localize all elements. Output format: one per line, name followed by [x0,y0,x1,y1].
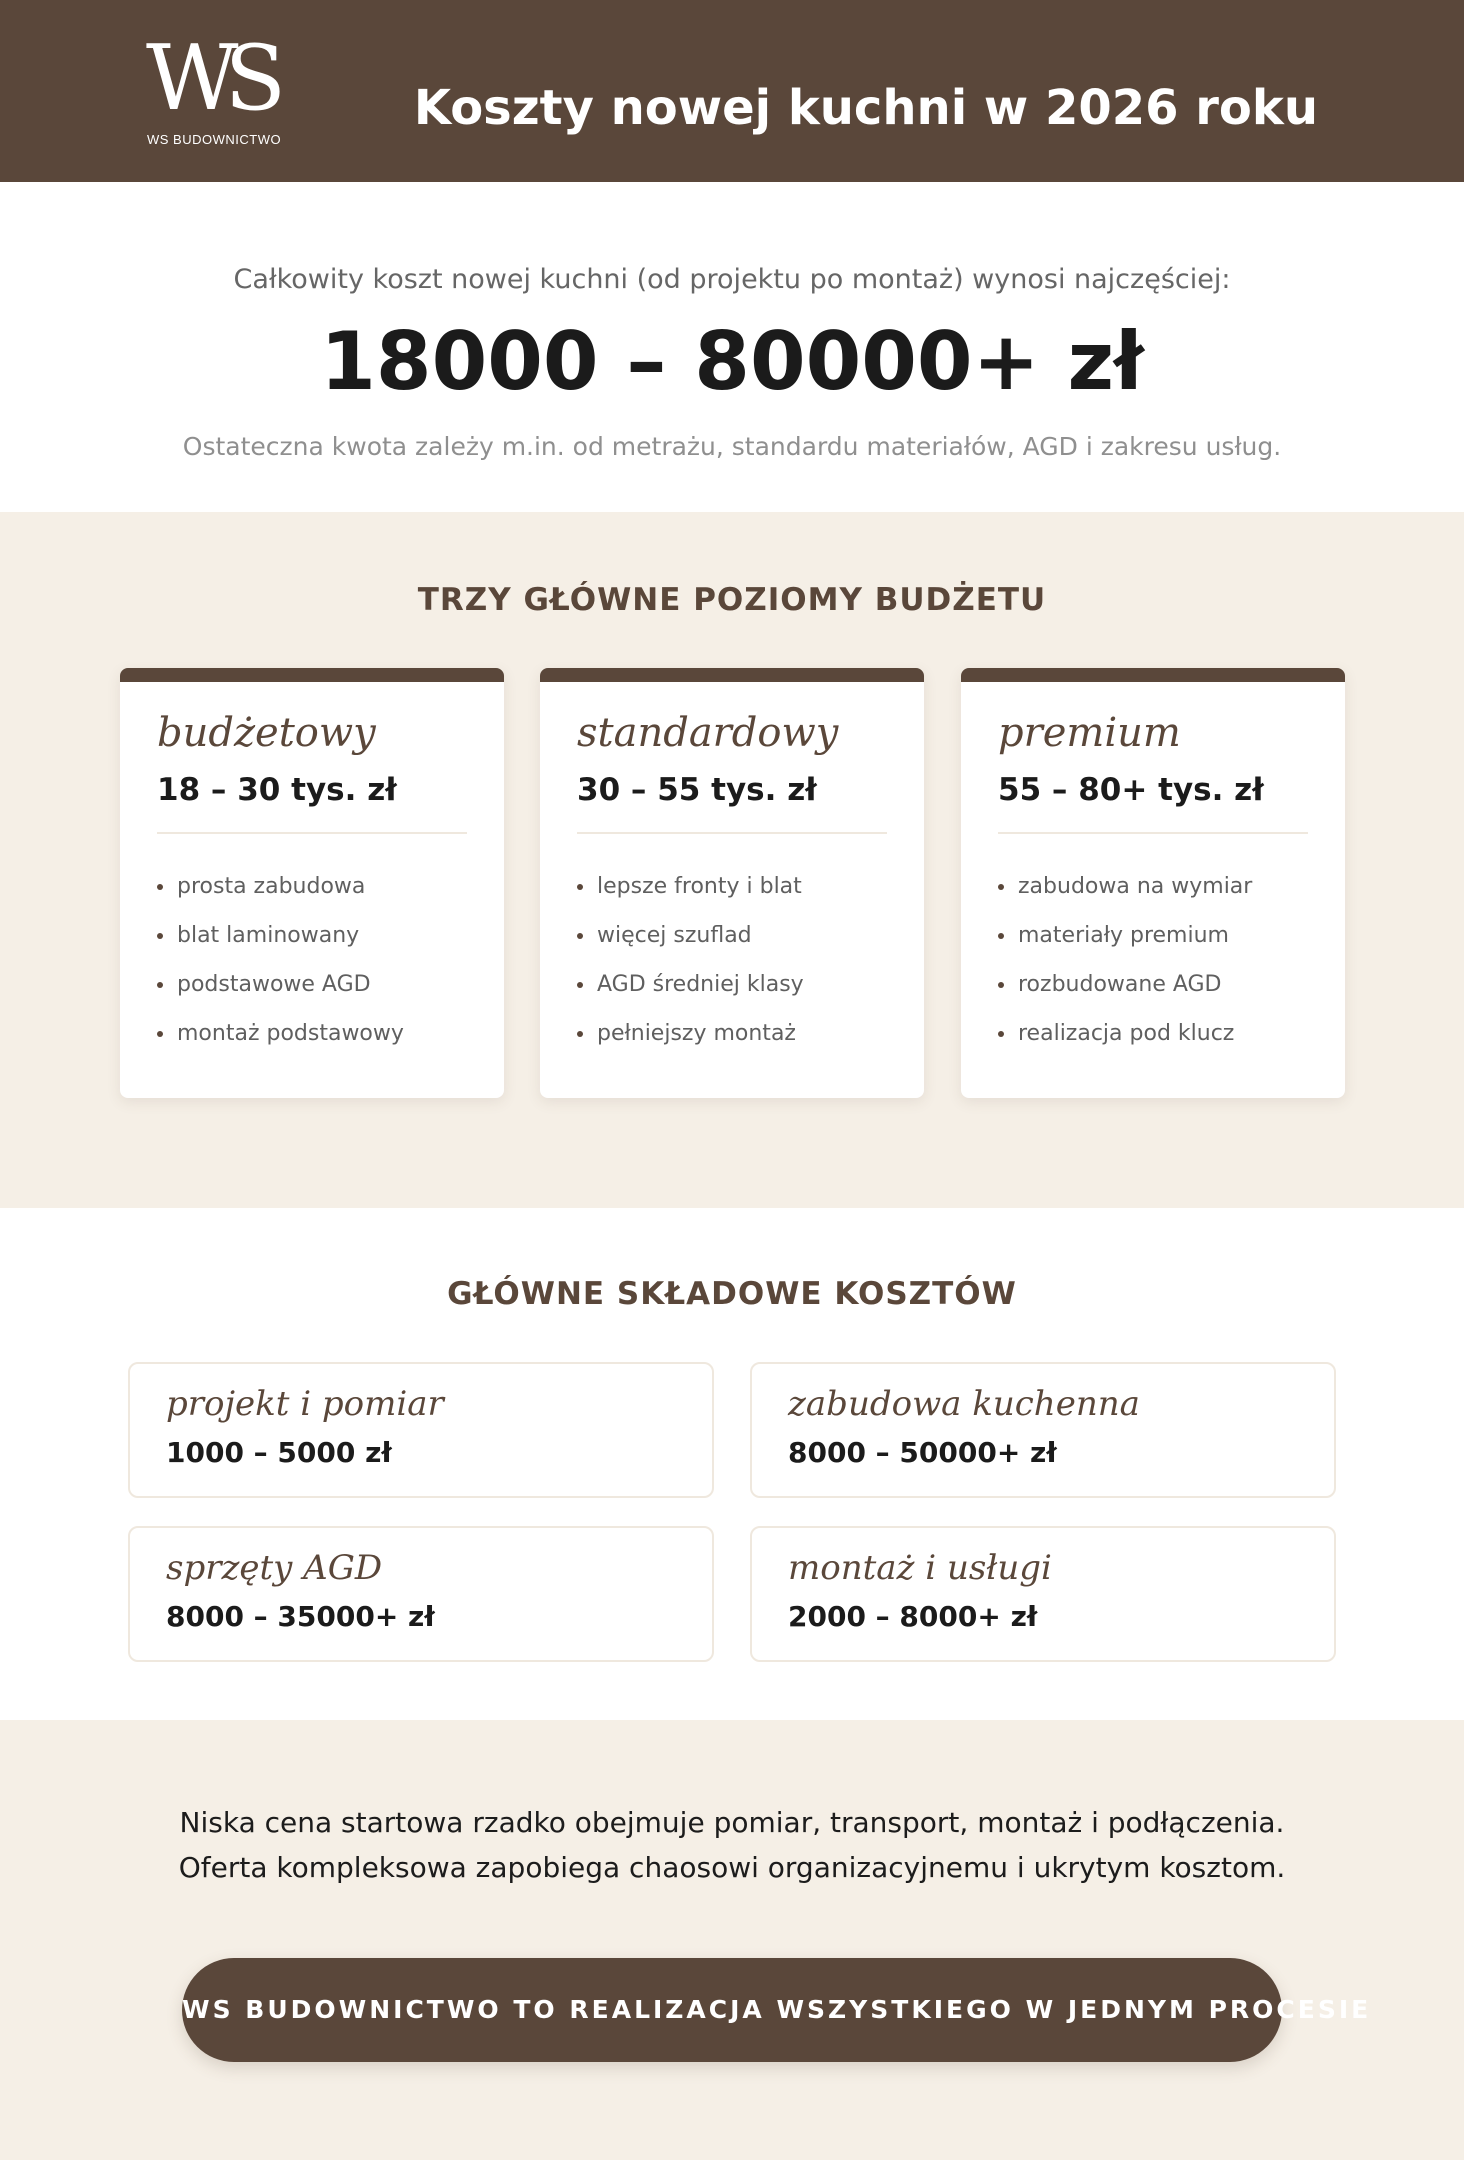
tier-feature: blat laminowany [157,911,404,960]
total-cost-summary [0,182,1464,512]
ws-budownictwo-logo[interactable] [146,26,296,150]
cost-component-name: projekt i pomiar [166,1384,444,1424]
tier-name: budżetowy [157,710,376,756]
tier-feature-list [157,862,404,1058]
cost-card-design [128,1362,714,1498]
page-header [0,0,1464,182]
tier-feature: więcej szuflad [577,911,804,960]
tier-card-budget [120,668,504,1098]
tier-feature: realizacja pod klucz [998,1009,1252,1058]
tier-feature: podstawowe AGD [157,960,404,1009]
tier-range: 30 – 55 tys. zł [577,772,817,808]
cost-card-installation [750,1526,1336,1662]
cost-component-range: 1000 – 5000 zł [166,1436,392,1469]
cost-card-appliances [128,1526,714,1662]
cost-component-range: 8000 – 35000+ zł [166,1600,435,1633]
cost-component-range: 8000 – 50000+ zł [788,1436,1057,1469]
tier-feature-list [998,862,1252,1058]
cta-button-label: WS BUDOWNICTWO TO REALIZACJA WSZYSTKIEGO W JEDNYM PROCESIE [182,1995,1372,2024]
cost-component-name: sprzęty AGD [166,1548,383,1588]
total-cost-range: 18000 – 80000+ zł [320,315,1144,408]
tier-divider [157,832,467,834]
cost-component-range: 2000 – 8000+ zł [788,1600,1038,1633]
tier-feature-list [577,862,804,1058]
logo-text: WS BUDOWNICTWO [147,132,282,147]
footer-note-line-1: Niska cena startowa rzadko obejmuje pomiar, transport, montaż i podłączenia. [179,1806,1285,1839]
cost-components-title: GŁÓWNE SKŁADOWE KOSZTÓW [447,1276,1017,1312]
tier-feature: montaż podstawowy [157,1009,404,1058]
tier-feature: materiały premium [998,911,1252,960]
tier-range: 55 – 80+ tys. zł [998,772,1264,808]
tier-name: premium [998,710,1181,756]
page-title: Koszty nowej kuchni w 2026 roku [413,80,1318,136]
tier-card-standard [540,668,924,1098]
tier-feature: prosta zabudowa [157,862,404,911]
tier-feature: pełniejszy montaż [577,1009,804,1058]
total-cost-label: Całkowity koszt nowej kuchni (od projektu po montaż) wynosi najczęściej: [233,264,1231,295]
tier-feature: zabudowa na wymiar [998,862,1252,911]
tier-feature: AGD średniej klasy [577,960,804,1009]
footer-section [0,1720,1464,2160]
total-cost-note: Ostateczna kwota zależy m.in. od metrażu, standardu materiałów, AGD i zakresu usług. [182,432,1282,461]
tier-range: 18 – 30 tys. zł [157,772,397,808]
cost-component-name: zabudowa kuchenna [788,1384,1140,1424]
tier-divider [577,832,887,834]
tier-divider [998,832,1308,834]
cta-button[interactable] [182,1958,1372,2062]
cost-components-section [0,1208,1464,1720]
cost-card-cabinetry [750,1362,1336,1498]
cost-component-name: montaż i usługi [788,1548,1052,1588]
logo-mark: WS [146,26,273,131]
footer-note-line-2: Oferta kompleksowa zapobiega chaosowi organizacyjnemu i ukrytym kosztom. [178,1851,1286,1884]
tier-feature: rozbudowane AGD [998,960,1252,1009]
tier-feature: lepsze fronty i blat [577,862,804,911]
tier-card-premium [961,668,1345,1098]
budget-levels-section [0,512,1464,1208]
tier-name: standardowy [577,710,839,756]
budget-levels-title: TRZY GŁÓWNE POZIOMY BUDŻETU [417,582,1047,618]
